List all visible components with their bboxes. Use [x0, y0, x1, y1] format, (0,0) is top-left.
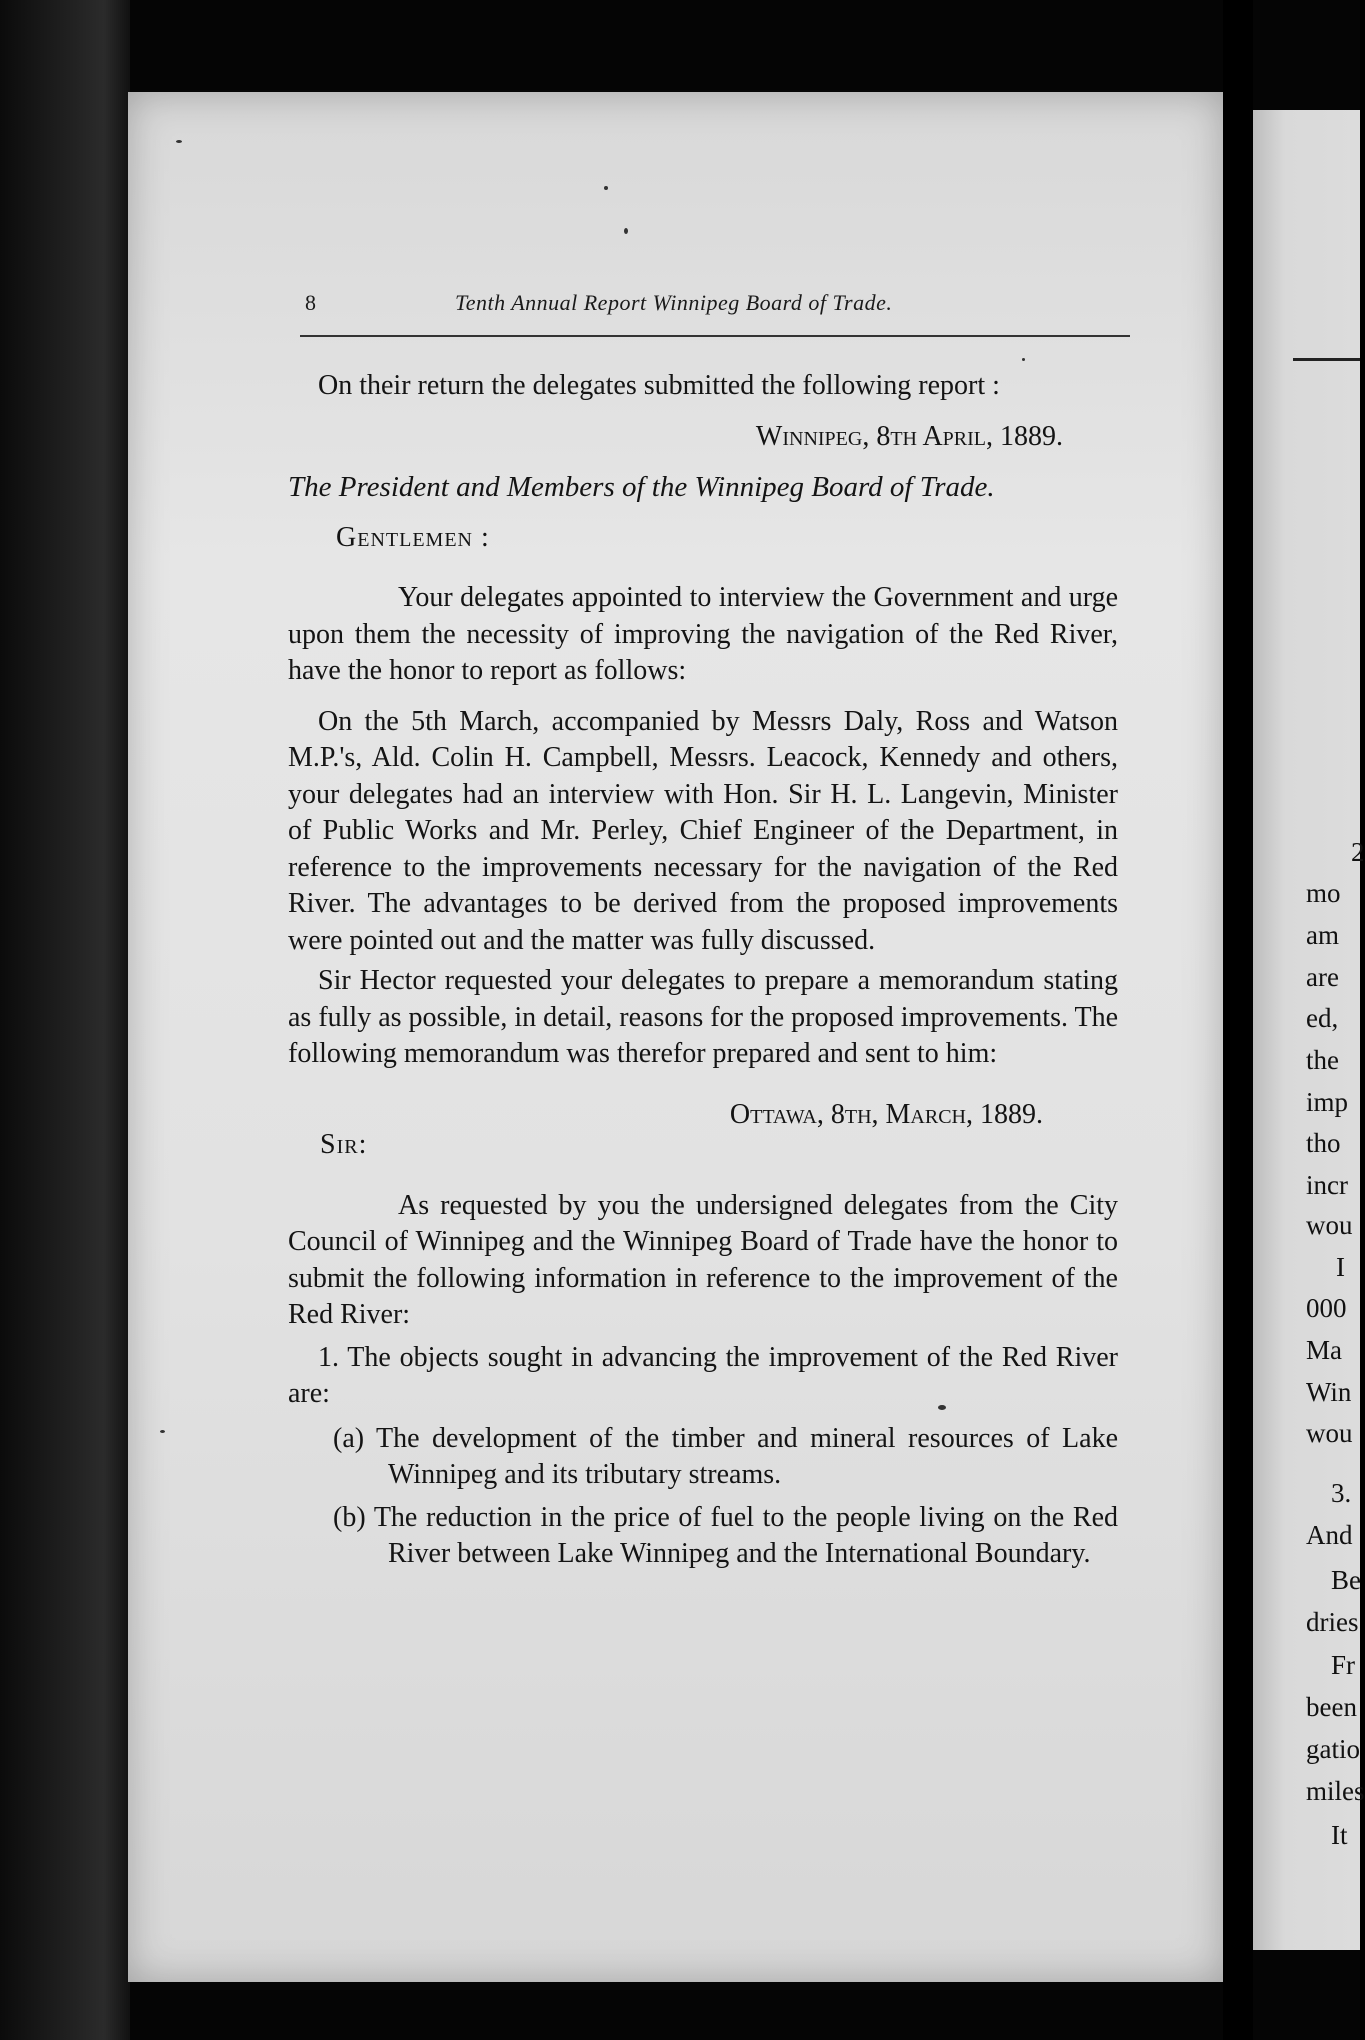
adjacent-fragment: ed, — [1306, 1003, 1339, 1033]
paragraph-interview: On the 5th March, accompanied by Messrs Daly, Ross and Watson M.P.'s, Ald. Colin H. Campbell, Messrs. Leacock, Kennedy and others, your delegates had an interview with Hon. Sir H. L. Langevin, Minister of Public Works and Mr. Perley, Chief Engineer of the Department, in reference to the improvements necessary for the navigation of the Red River. The advantages to be derived from the proposed improvements were pointed out and the matter was fully discussed. — [288, 705, 1118, 956]
list-item-b: (b) The reduction in the price of fuel to the people living on the Red River between Lake Winnipeg and the International Boundary. — [333, 1501, 1118, 1569]
adjacent-fragment: Be — [1331, 1565, 1361, 1595]
scan-left-margin — [0, 0, 130, 2040]
adjacent-fragment: It — [1331, 1820, 1348, 1850]
adjacent-fragment: are — [1306, 962, 1339, 992]
adjacent-fragment: the — [1306, 1045, 1339, 1075]
page-number: 8 — [305, 290, 316, 315]
adjacent-fragment: wou — [1306, 1418, 1353, 1448]
list-item-1: 1. The objects sought in advancing the improvement of the Red River are: — [288, 1341, 1118, 1409]
adjacent-page — [1253, 110, 1365, 1950]
adjacent-fragment: mo — [1306, 878, 1341, 908]
adjacent-fragment: am — [1306, 920, 1339, 950]
scan-speck — [938, 1405, 946, 1410]
adjacent-fragment: And — [1306, 1520, 1353, 1550]
adjacent-fragment: 3. — [1331, 1478, 1352, 1508]
adjacent-fragment: dries — [1306, 1607, 1359, 1637]
adjacent-fragment: gatio — [1306, 1734, 1360, 1764]
scan-speck — [1022, 358, 1025, 361]
adjacent-fragment: Fr — [1331, 1650, 1356, 1680]
paragraph-memorandum: Sir Hector requested your delegates to prepare a memorandum stating as fully as possible, in detail, reasons for the proposed improvements. The following memorandum was therefor prepared and sent to him: — [288, 965, 1118, 1069]
list-item-a: (a) The development of the timber and mineral resources of Lake Winnipeg and its tributary streams. — [333, 1422, 1118, 1490]
adjacent-fragment: incr — [1306, 1170, 1348, 1200]
running-title: Tenth Annual Report Winnipeg Board of Trade. — [455, 290, 893, 315]
adjacent-fragment: I — [1336, 1252, 1345, 1282]
adjacent-fragment: been — [1306, 1692, 1357, 1722]
scan-speck — [160, 1430, 165, 1433]
paragraph-request: As requested by you the undersigned delegates from the City Council of Winnipeg and the Winnipeg Board of Trade have the honor to submit the following information in reference to the improvement of the Red River: — [288, 1189, 1118, 1330]
paragraph-delegates: Your delegates appointed to interview the Government and urge upon them the necessity of improving the navigation of the Red River, have the honor to report as follows: — [288, 582, 1118, 686]
adjacent-fragment: Win — [1306, 1377, 1352, 1407]
scan-speck — [604, 186, 608, 190]
addressee: The President and Members of the Winnipeg Board of Trade. — [288, 471, 995, 503]
salutation-sir: Sir: — [320, 1129, 368, 1160]
adjacent-fragment: miles — [1306, 1776, 1365, 1806]
adjacent-fragment: imp — [1306, 1087, 1349, 1117]
dateline-winnipeg: Winnipeg, 8th April, 1889. — [755, 420, 1063, 452]
scan-speck — [624, 228, 628, 234]
adjacent-fragment: 2 — [1351, 837, 1365, 867]
book-gutter — [1223, 0, 1253, 2040]
intro-paragraph: On their return the delegates submitted the following report : — [318, 370, 1000, 401]
salutation-gentlemen: Gentlemen : — [336, 521, 490, 553]
adjacent-fragment: tho — [1306, 1128, 1341, 1158]
header-rule — [300, 335, 1130, 337]
adjacent-fragment: Ma — [1306, 1335, 1342, 1365]
dateline-ottawa: Ottawa, 8th, March, 1889. — [729, 1098, 1043, 1130]
scan-speck — [176, 140, 182, 143]
adjacent-fragment: wou — [1306, 1210, 1353, 1240]
adjacent-fragment: 000 — [1306, 1293, 1347, 1323]
page-body — [288, 368, 1118, 1573]
adjacent-page-rule — [1293, 358, 1360, 361]
